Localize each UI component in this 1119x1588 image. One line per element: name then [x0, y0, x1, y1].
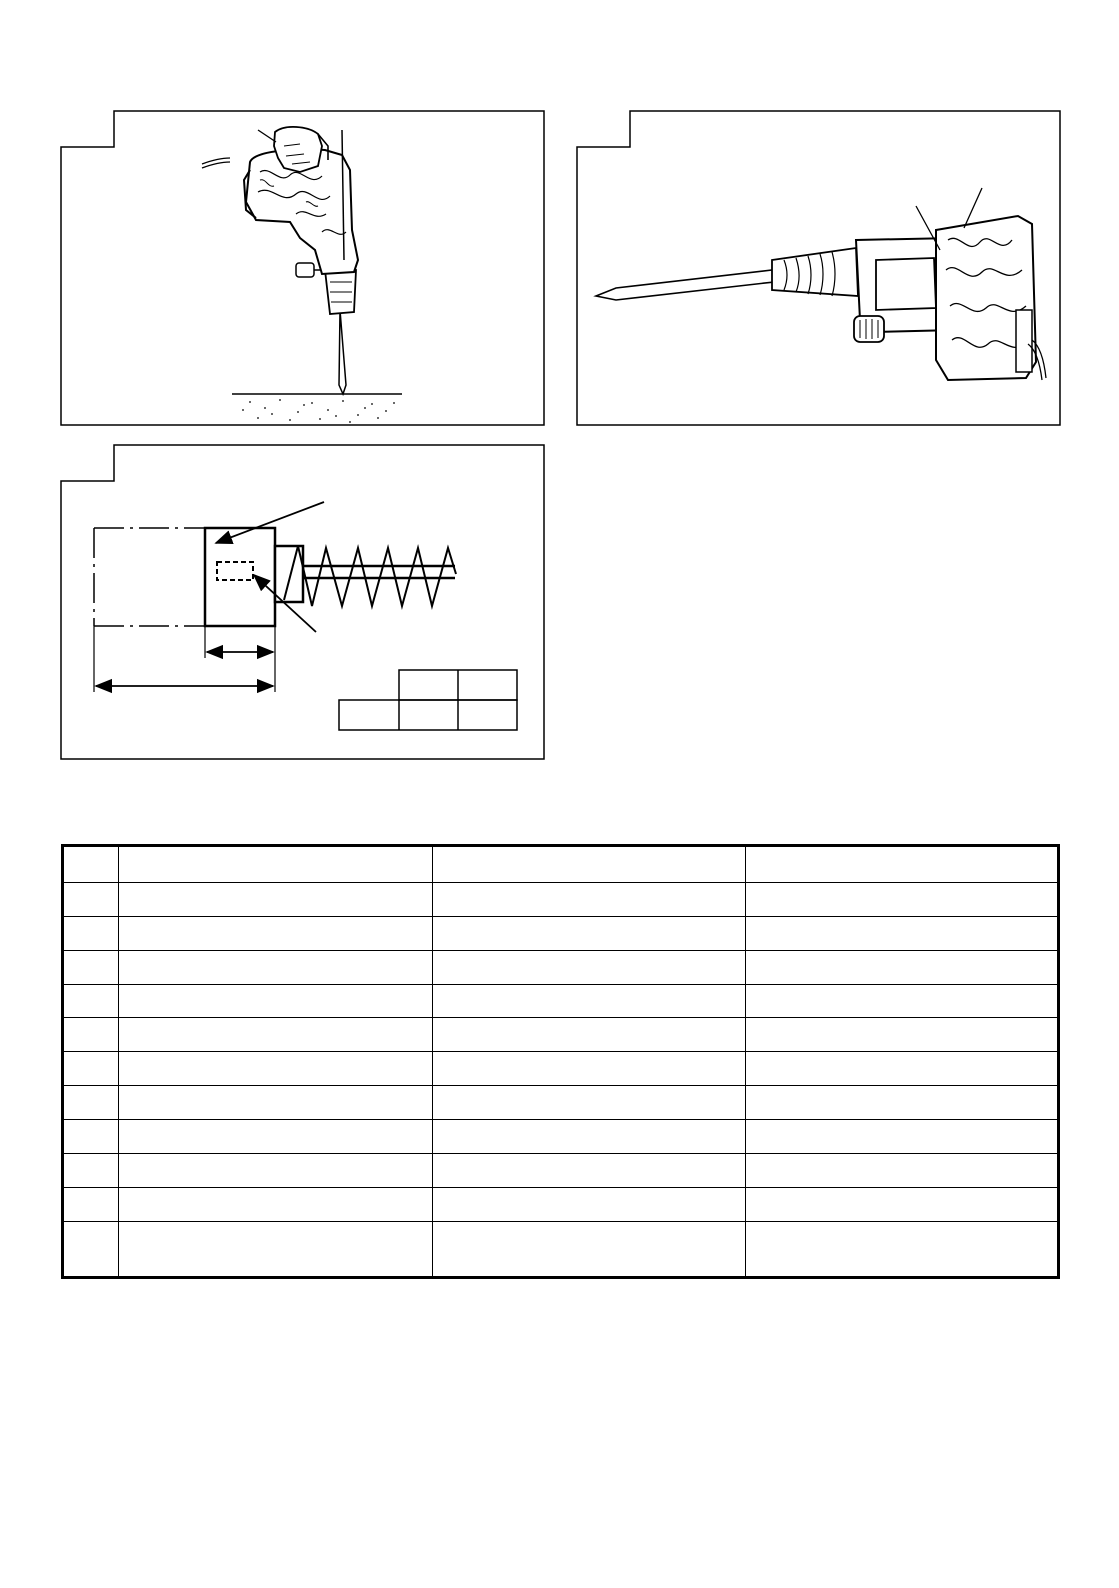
table-cell [63, 1052, 119, 1086]
table-cell [119, 916, 433, 950]
table-cell [433, 1153, 746, 1187]
table-cell [746, 1018, 1059, 1052]
table-row [63, 950, 1059, 984]
bit-shank [275, 546, 303, 602]
table-cell [746, 1153, 1059, 1187]
table-cell [746, 916, 1059, 950]
figure-1-drawing [60, 110, 546, 428]
figure-2-drawing [576, 110, 1062, 428]
table-header-row [63, 846, 1059, 883]
table-row [63, 984, 1059, 1018]
table-cell [746, 1086, 1059, 1120]
table-cell [433, 846, 746, 883]
table-cell [746, 882, 1059, 916]
side-handle-knob [296, 263, 314, 277]
table-cell [63, 1187, 119, 1221]
table-cell [63, 882, 119, 916]
table-cell [63, 1119, 119, 1153]
table-cell [119, 882, 433, 916]
housing-outline [94, 528, 204, 626]
figure-3-drawing [60, 444, 546, 762]
table-cell [433, 1187, 746, 1221]
table-cell [433, 916, 746, 950]
table-cell [63, 1018, 119, 1052]
table-cell [63, 984, 119, 1018]
table-row [63, 882, 1059, 916]
table-cell [63, 950, 119, 984]
table-cell [63, 1221, 119, 1277]
table-cell [119, 950, 433, 984]
table-cell [433, 1119, 746, 1153]
table-cell [119, 1153, 433, 1187]
figure-1-hammer-vertical [60, 110, 546, 428]
table-cell [119, 1052, 433, 1086]
table-cell [746, 1119, 1059, 1153]
table-row [63, 1086, 1059, 1120]
table-cell [433, 1086, 746, 1120]
table-row [63, 1221, 1059, 1277]
table-row [63, 1119, 1059, 1153]
spring-coil [284, 546, 456, 606]
table-cell [433, 882, 746, 916]
ground-texture [242, 399, 395, 423]
table-cell [63, 916, 119, 950]
table-cell [119, 984, 433, 1018]
figure-3-dimension-diagram [60, 444, 546, 762]
table-cell [119, 1119, 433, 1153]
table-row [63, 1187, 1059, 1221]
table-cell [119, 1018, 433, 1052]
spec-table [61, 844, 1060, 1279]
table-cell [119, 1187, 433, 1221]
bull-point-chisel [596, 270, 774, 300]
front-knob [854, 316, 884, 342]
table-cell [63, 1086, 119, 1120]
dimension-table [339, 670, 517, 730]
table-cell [746, 950, 1059, 984]
table-row [63, 1018, 1059, 1052]
table-cell [746, 1221, 1059, 1277]
table-cell [63, 846, 119, 883]
table-cell [433, 1018, 746, 1052]
table-cell [746, 1052, 1059, 1086]
table-cell [119, 1086, 433, 1120]
spec-table-body [63, 846, 1059, 1278]
table-cell [119, 846, 433, 883]
table-cell [746, 984, 1059, 1018]
table-cell [433, 1221, 746, 1277]
table-cell [433, 984, 746, 1018]
table-cell [63, 1153, 119, 1187]
chisel-bit [339, 310, 346, 394]
table-row [63, 916, 1059, 950]
table-row [63, 1052, 1059, 1086]
figure-2-hammer-side [576, 110, 1062, 428]
table-cell [433, 1052, 746, 1086]
table-cell [433, 950, 746, 984]
table-row [63, 1153, 1059, 1187]
table-cell [746, 1187, 1059, 1221]
table-cell [119, 1221, 433, 1277]
table-cell [746, 846, 1059, 883]
retainer-block [205, 528, 275, 626]
